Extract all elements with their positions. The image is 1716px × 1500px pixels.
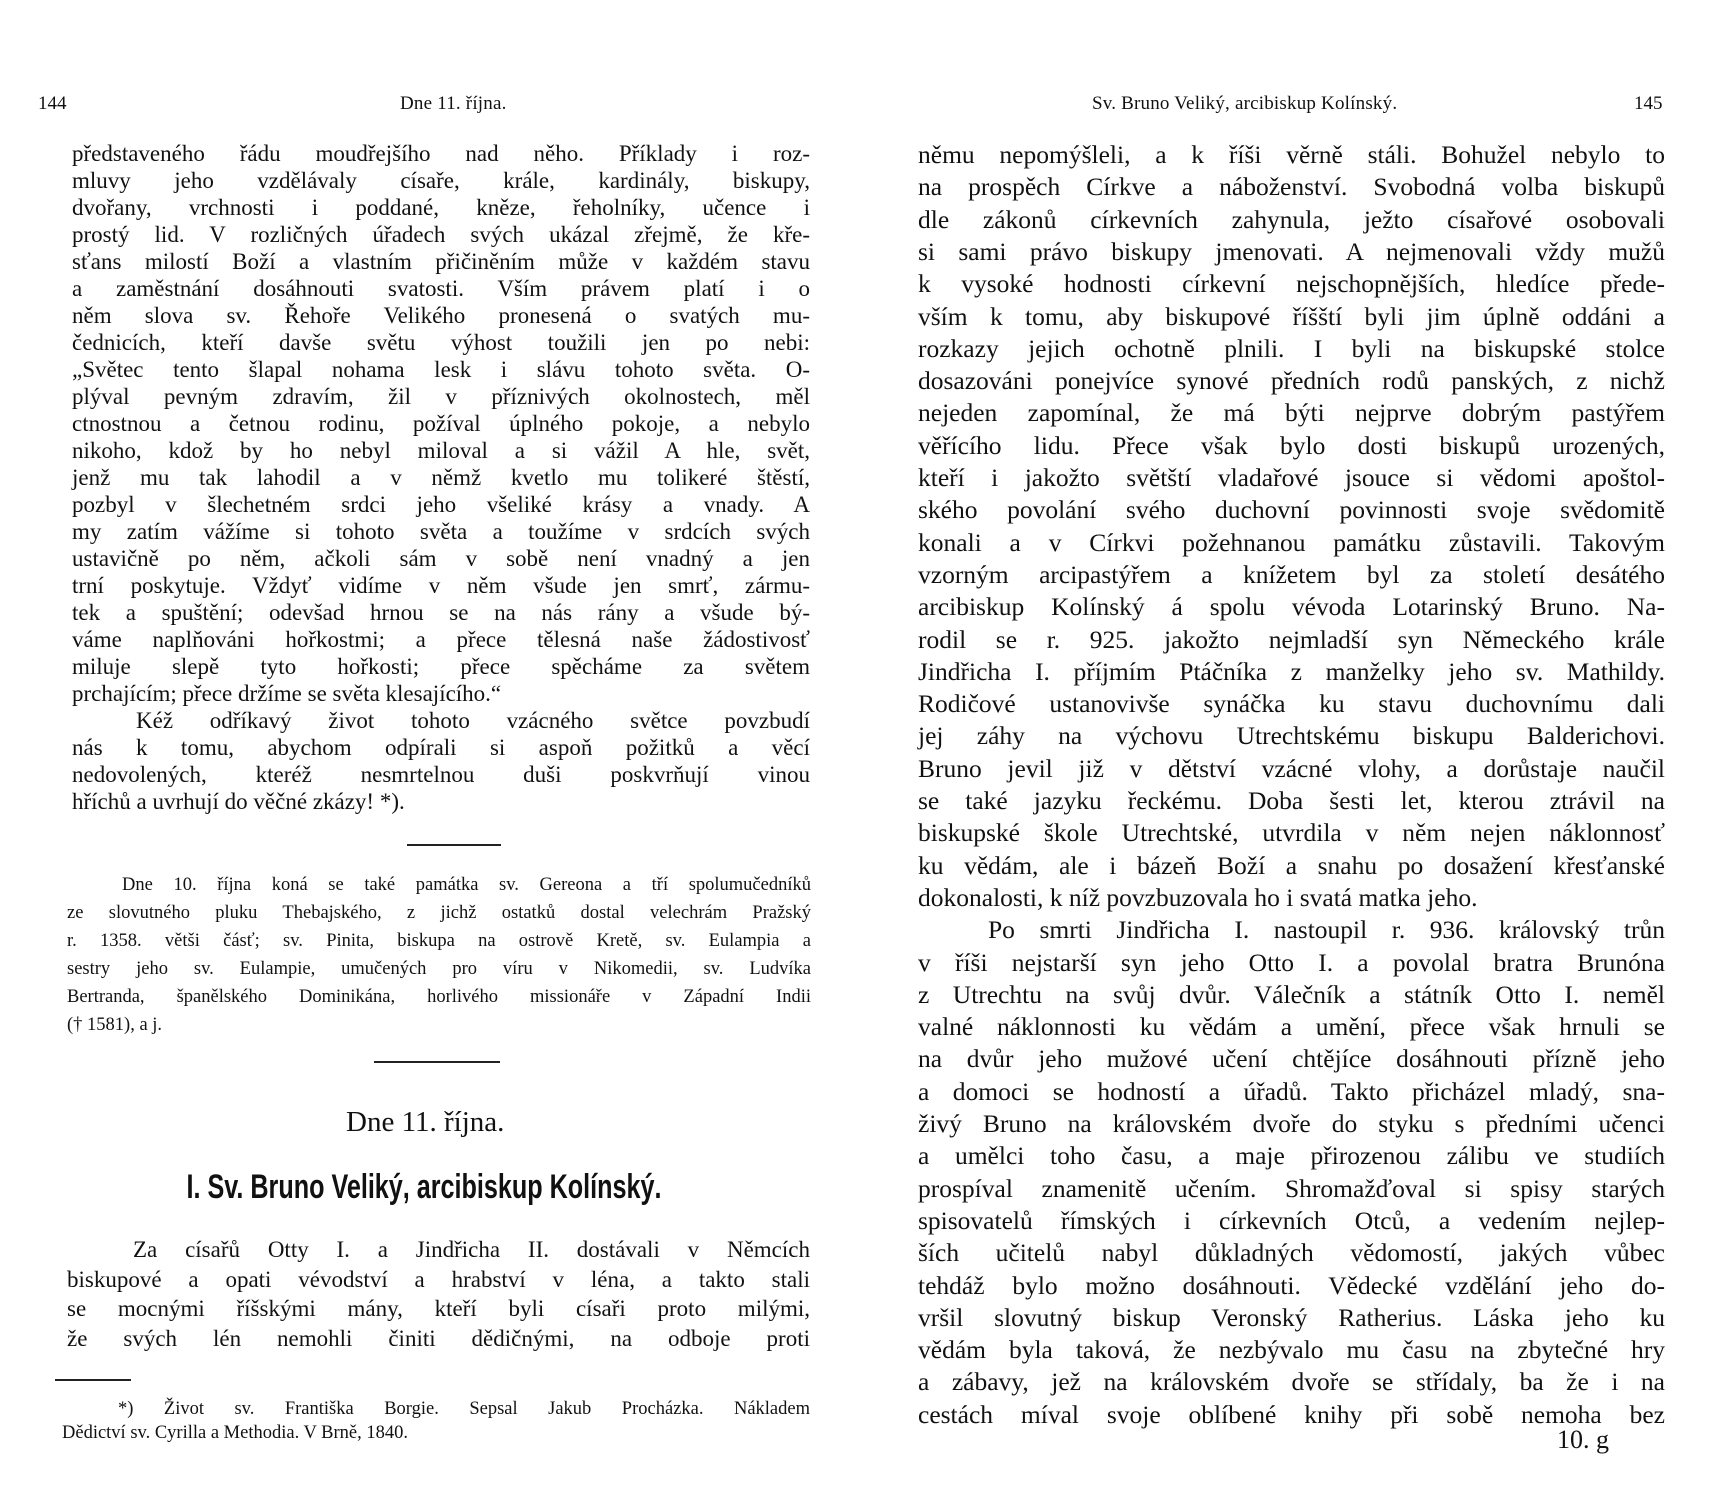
text-line: prostý lid. V rozličných úřadech svých ukázal zřejmě, že kře- [72,222,810,247]
text-line: my zatím vážíme si tohoto světa a toužíme v srdcích svých [72,519,810,544]
printer-signature: 10. g [1557,1425,1609,1454]
text-line: prospíval znamenitě učením. Shromažďoval si spisy starých [918,1173,1665,1203]
text-line: mluvy jeho vzdělávaly císaře, krále, kardinály, biskupy, [72,168,810,193]
footnote-rule [55,1379,131,1381]
section-divider [374,1061,500,1063]
text-line: Jindřicha I. příjmím Ptáčníka z manželky jeho sv. Mathildy. [918,656,1665,686]
text-line: spisovatelů římských i církevních Otců, a vedením nejlep- [918,1205,1665,1235]
text-line: biskupové a opati vévodství a hrabství v léna, a takto stali [67,1266,810,1292]
text-line: miluje slepě tyto hořkosti; přece spěcháme za světem [72,654,810,679]
text-line: tek a spuštění; odevšad hrnou se na nás rány a všude bý- [72,600,810,625]
text-line: a zaměstnání dosáhnouti svatosti. Vším právem platí i o [72,276,810,301]
text-line: r. 1358. větši čásť; sv. Pinita, biskupa na ostrově Kretě, sv. Eulampia a [67,931,811,951]
text-line: vědám byla taková, že nezbývalo mu času na zbytečné hry [918,1335,1665,1365]
text-line: Rodičové ustanovivše synáčka ku stavu duchovnímu dali [918,689,1665,719]
text-line: († 1581), a j. [67,1015,163,1035]
text-line: valné náklonnosti ku vědám a umění, přece však hrnuli se [918,1012,1665,1042]
text-line: tehdáž bylo možno dosáhnouti. Vědecké vzdělání jeho do- [918,1270,1665,1300]
text-line: živý Bruno na královském dvoře do styku s předními učenci [918,1109,1665,1138]
text-line: Bruno jevil již v dětství vzácné vlohy, a dorůstaje naučil [918,753,1665,783]
text-line: jej záhy na výchovu Utrechtskému biskupu Balderichovi. [918,721,1665,751]
text-line: na prospěch Církve a náboženství. Svobodná volba biskupů [918,172,1665,202]
text-line: z Utrechtu na svůj dvůr. Válečník a státník Otto I. neměl [918,979,1665,1009]
text-line: dosazováni ponejvíce synové předních rodů panských, z nichž [918,366,1665,396]
text-line: ctnostnou a četnou rodinu, požíval úplného pokoje, a nebylo [72,411,810,436]
text-line: představeného řádu moudřejšího nad něho. Příklady i roz- [72,141,810,166]
text-line: vším k tomu, aby biskupové říšští byli jim úplně oddáni a [918,301,1665,331]
text-line: v říši nejstarší syn jeho Otto I. a povolal bratra Brunóna [918,947,1665,977]
text-line: arcibiskup Kolínský á spolu vévoda Lotarinský Bruno. Na- [918,592,1665,622]
page-number-right: 145 [1634,93,1663,114]
text-line: němu nepomýšleli, a k říši věrně stáli. Bohužel nebylo to [918,140,1665,169]
running-head-left: Dne 11. října. [400,93,507,114]
text-line: nejeden zapomínal, že má býti nejprve dobrým pastýřem [918,398,1665,428]
text-line: biskupské škole Utrechtské, utvrdila v něm nejen náklonnosť [918,818,1665,848]
section-divider [407,844,501,846]
text-line: a domoci se hodností a úřadů. Takto přicházel mladý, sna- [918,1076,1665,1106]
text-line: sťans milostí Boží a vlastním přičiněním může v každém stavu [72,249,810,274]
text-line: něm slova sv. Řehoře Velikého pronesená o svatých mu- [72,303,810,328]
text-line: dvořany, vrchnosti i poddané, kněze, řeholníky, učence i [72,195,810,220]
text-line: váme naplňováni hořkostmi; a přece tělesná naše žádostivosť [72,627,810,652]
text-line: ších učitelů nabyl důkladných vědomostí, jakých vůbec [918,1238,1665,1268]
text-line: Po smrti Jindřicha I. nastoupil r. 936. královský trůn [988,915,1665,945]
text-line: rozkazy jejich ochotně plnili. I byli na biskupské stolce [918,333,1665,363]
text-line: nás k tomu, abychom odpírali si aspoň požitků a věcí [72,735,810,760]
text-line: cestách míval svoje oblíbené knihy při sobě nemoha bez [918,1399,1665,1429]
text-line: kteří i jakožto světští vladařové jsouce si vědomi apoštol- [918,463,1665,492]
text-line: Za císařů Otty I. a Jindřicha II. dostávali v Němcích [133,1237,810,1262]
text-line: „Světec tento šlapal nohama lesk i slávu tohoto světa. O- [72,357,810,382]
text-line: Kéž odříkavý život tohoto vzácného světce povzbudí [136,708,810,733]
text-line: k vysoké hodnosti církevní nejschopnějších, hledíce přede- [918,269,1665,299]
text-line: *) Život sv. Františka Borgie. Sepsal Jakub Procházka. Nákladem [118,1399,810,1419]
text-line: Dne 10. října koná se také památka sv. Gereona a tří spolumučedníků [122,875,811,895]
text-line: se také jazyku řeckému. Doba šesti let, kterou ztrávil na [918,786,1665,815]
text-line: sestry jeho sv. Eulampie, umučených pro víru v Nikomedii, sv. Ludvíka [67,959,811,979]
text-line: ku vědám, ale i bázeň Boží a snahu po dosažení křesťanské [918,850,1665,880]
text-line: hříchů a uvrhují do věčné zkázy! *). [72,789,405,814]
text-line: věřícího lidu. Přece však bylo dosti biskupů urozených, [918,430,1665,460]
text-line: trní poskytuje. Vždyť vidíme v něm všude jen smrť, zármu- [72,573,810,598]
text-line: ského povolání svého duchovní povinnosti svoje svědomitě [918,495,1665,525]
text-line: a umělci toho času, a maje přirozenou zálibu ve studiích [918,1141,1665,1171]
text-line: vršil slovutný biskup Veronský Ratherius. Láska jeho ku [918,1302,1665,1332]
text-line: pozbyl v šlechetném srdci jeho všeliké krásy a vnady. A [72,492,810,517]
text-line: na dvůr jeho mužové učení chtějíce dosáhnouti přízně jeho [918,1044,1665,1074]
text-line: Bertranda, španělského Dominikána, horlivého missionáře v Západní Indii [67,987,811,1007]
text-line: dokonalosti, k níž povzbuzovala ho i svatá matka jeho. [918,882,1478,912]
text-line: si sami právo biskupy jmenovati. A nejmenovali vždy mužů [918,236,1665,266]
text-line: čednicích, kteří davše světu výhost toužili jen po nebi: [72,330,810,355]
text-line: a zábavy, jež na královském dvoře se střídaly, ba že i na [918,1367,1665,1397]
text-line: konali a v Církvi požehnanou památku zůstavili. Takovým [918,527,1665,557]
text-line: ustavičně po něm, ačkoli sám v sobě není vnadný a jen [72,546,810,571]
text-line: nikoho, kdož by ho nebyl miloval a si vážil A hle, svět, [72,438,810,463]
text-line: se mocnými říšskými mány, kteří byli císaři proto milými, [67,1296,810,1322]
page-number-left: 144 [38,93,67,114]
text-line: Dědictví sv. Cyrilla a Methodia. V Brně, 1840. [62,1423,408,1443]
text-line: že svých lén nemohli činiti dědičnými, na odboje proti [67,1325,810,1351]
running-head-right: Sv. Bruno Veliký, arcibiskup Kolínský. [1092,93,1398,114]
text-line: rodil se r. 925. jakožto nejmladší syn Německého krále [918,624,1665,654]
text-line: plýval pevným zdravím, žil v příznivých okolnostech, měl [72,384,810,409]
date-heading: Dne 11. října. [346,1106,505,1138]
chapter-title: I. Sv. Bruno Veliký, arcibiskup Kolínský. [186,1168,662,1206]
text-line: nedovolených, kteréž nesmrtelnou duši poskvrňují vinou [72,762,810,787]
text-line: jenž mu tak lahodil a v němž kvetlo mu tolikeré štěstí, [72,465,810,490]
text-line: dle zákonů církevních zahynula, ježto císařové osobovali [918,204,1665,234]
text-line: vzorným arcipastýřem a knížetem byl za století desátého [918,559,1665,589]
text-line: ze slovutného pluku Thebajského, z jichž ostatků dostal velechrám Pražský [67,903,811,923]
text-line: prchajícím; přece držíme se světa klesajícího.“ [72,681,502,706]
